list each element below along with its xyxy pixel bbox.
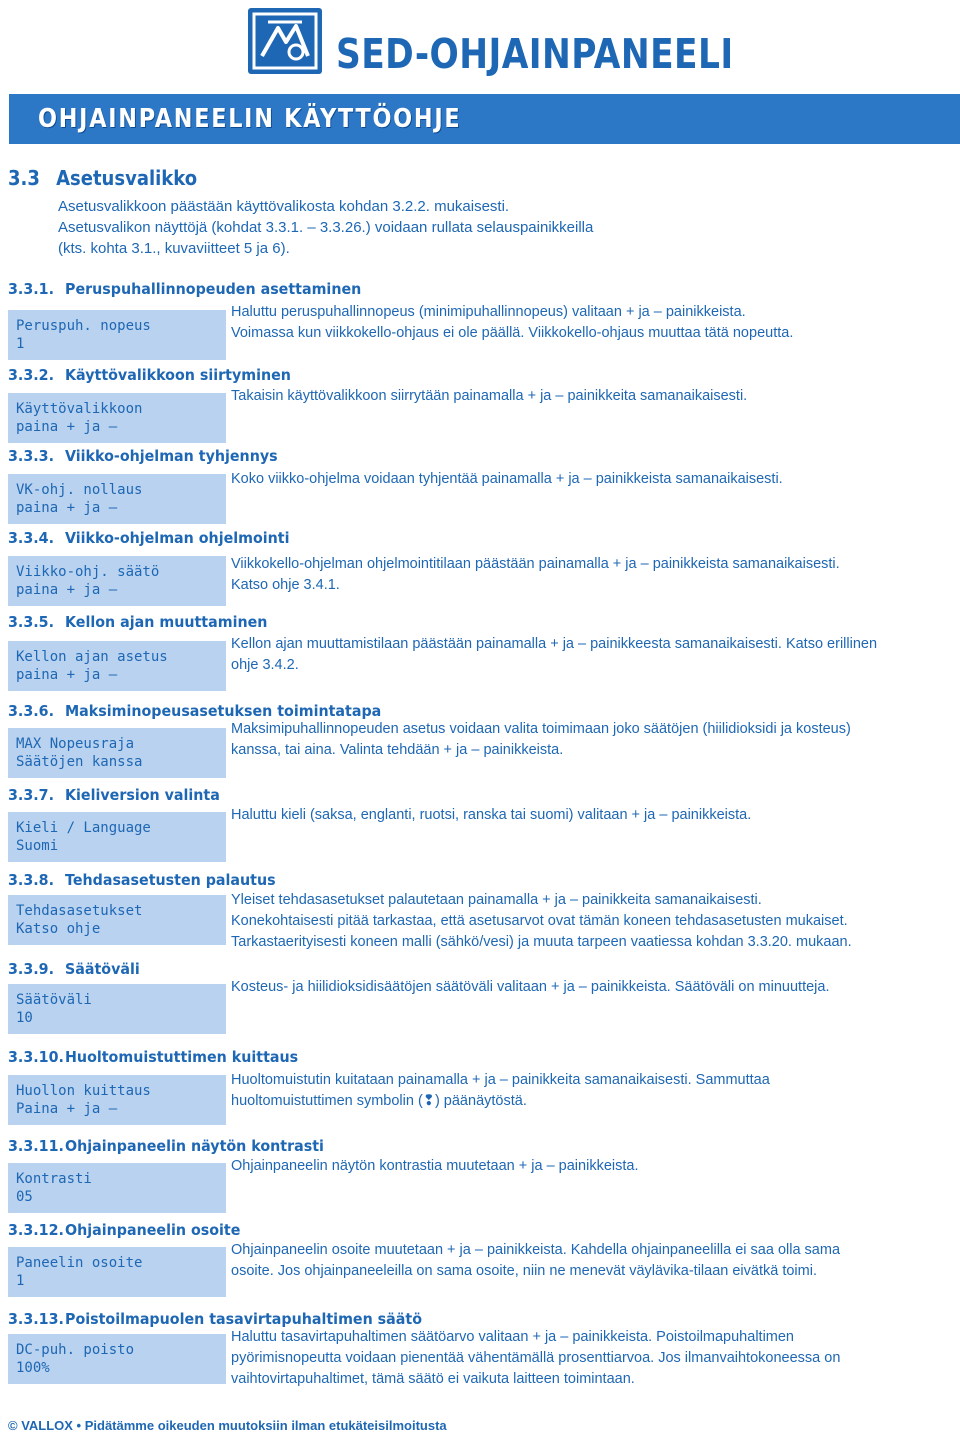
intro-line: (kts. kohta 3.1., kuvaviitteet 5 ja 6). — [58, 240, 290, 257]
subsection — [0, 1310, 960, 1390]
manual-title: OHJAINPANEELIN KÄYTTÖOHJE — [38, 104, 462, 134]
subsection — [0, 871, 960, 951]
panel-line: 1 — [16, 336, 25, 352]
panel-line: Suomi — [16, 838, 59, 854]
subsection-heading — [8, 960, 140, 978]
description-line: pyörimisnopeutta voidaan pienentää vähentämällä prosenttiarvoa. Jos ilmanvaihtokoneessa on — [231, 1350, 841, 1366]
subsection-number: 3.3.8. — [8, 871, 54, 889]
subsection-heading — [8, 447, 278, 465]
subsection — [0, 702, 960, 782]
panel-line: Viikko-ohj. säätö — [16, 564, 160, 580]
subsection-number: 3.3.1. — [8, 280, 54, 298]
subsection-description — [231, 302, 956, 344]
subsection-title: Kellon ajan muuttaminen — [65, 613, 268, 631]
subsection-title: Säätöväli — [65, 960, 140, 978]
subsection-title: Peruspuhallinnopeuden asettaminen — [65, 280, 362, 298]
subsection-title: Tehdasasetusten palautus — [65, 871, 276, 889]
subsection-heading — [8, 1310, 422, 1328]
subsection-title: Kieliversion valinta — [65, 786, 220, 804]
section-heading — [8, 166, 197, 190]
description-line: Koko viikko-ohjelma voidaan tyhjentää painamalla + ja – painikkeista samanaikaisesti. — [231, 471, 783, 487]
subsection-title: Ohjainpaneelin osoite — [65, 1221, 241, 1239]
panel-line: Katso ohje — [16, 921, 101, 937]
subsection-number: 3.3.7. — [8, 786, 54, 804]
display-panel — [8, 812, 226, 862]
subsection-number: 3.3.4. — [8, 529, 54, 547]
subsection-heading — [8, 613, 267, 631]
subsection — [0, 613, 960, 693]
display-panel — [8, 895, 226, 945]
description-line: Maksimipuhallinnopeuden asetus voidaan valita toimimaan joko säätöjen (hiilidioksidi ja kosteus) — [231, 721, 851, 737]
display-panel — [8, 1334, 226, 1384]
subsection-title: Maksiminopeusasetuksen toimintatapa — [65, 702, 382, 720]
subsection — [0, 529, 960, 609]
description-line: ohje 3.4.2. — [231, 657, 299, 673]
panel-line: Säätöväli — [16, 992, 92, 1008]
subsection-number: 3.3.12. — [8, 1221, 64, 1239]
panel-line: Säätöjen kanssa — [16, 754, 143, 770]
section-title: Asetusvalikko — [56, 166, 198, 190]
display-panel — [8, 1075, 226, 1125]
subsection-description — [231, 1156, 956, 1177]
display-panel — [8, 393, 226, 443]
display-panel — [8, 1163, 226, 1213]
panel-line: 100% — [16, 1360, 50, 1376]
panel-line: MAX Nopeusraja — [16, 736, 135, 752]
footer-text: © VALLOX • Pidätämme oikeuden muutoksiin ilman etukäteisilmoitusta — [8, 1418, 447, 1433]
panel-line: paina + ja – — [16, 500, 118, 516]
description-line: Ohjainpaneelin osoite muutetaan + ja – painikkeista. Kahdella ohjainpaneelilla ei saa olla sama — [231, 1242, 841, 1258]
panel-line: 1 — [16, 1273, 25, 1289]
subsection-description — [231, 805, 956, 826]
subsection-heading — [8, 529, 289, 547]
subsection-title: Käyttövalikkoon siirtyminen — [65, 366, 291, 384]
subsection-description — [231, 386, 956, 407]
subsection-number: 3.3.2. — [8, 366, 54, 384]
subsection-description — [231, 634, 956, 676]
subsection-number: 3.3.9. — [8, 960, 54, 978]
subsection-heading — [8, 1048, 298, 1066]
subsection-description — [231, 1240, 956, 1282]
subsection — [0, 280, 960, 360]
description-line: Tarkastaerityisesti koneen malli (sähkö/vesi) ja muuta tarpeen vaatiessa kohdan 3.3.20. mukaan. — [231, 934, 852, 950]
subsection-number: 3.3.11. — [8, 1137, 64, 1155]
subsection-heading — [8, 786, 220, 804]
description-line: Konekohtaisesti pitää tarkastaa, että asetusarvot ovat tämän koneen tehdasasetusten mukaiset. — [231, 913, 848, 929]
description-line: Haluttu kieli (saksa, englanti, ruotsi, ranska tai suomi) valitaan + ja – painikkeista. — [231, 807, 752, 823]
description-line: Kellon ajan muuttamistilaan päästään painamalla + ja – painikkeesta samanaikaisesti. Katso erillinen — [231, 636, 878, 652]
subsection — [0, 1221, 960, 1301]
panel-line: Paneelin osoite — [16, 1255, 143, 1271]
panel-line: paina + ja – — [16, 419, 118, 435]
subsection — [0, 1048, 960, 1128]
subsection-description — [231, 554, 956, 596]
description-line: Kosteus- ja hiilidioksidisäätöjen säätöväli valitaan + ja – painikkeista. Säätöväli on minuutteja. — [231, 979, 830, 995]
subsection-heading — [8, 366, 291, 384]
display-panel — [8, 474, 226, 524]
subsection-number: 3.3.5. — [8, 613, 54, 631]
panel-line: VK-ohj. nollaus — [16, 482, 143, 498]
subsection — [0, 447, 960, 527]
panel-line: paina + ja – — [16, 667, 118, 683]
subsection-description — [231, 890, 956, 953]
panel-line: 10 — [16, 1010, 33, 1026]
panel-line: DC-puh. poisto — [16, 1342, 135, 1358]
display-panel — [8, 641, 226, 691]
subsection — [0, 960, 960, 1040]
subsection-title: Viikko-ohjelman tyhjennys — [65, 447, 278, 465]
subsection-title: Huoltomuistuttimen kuittaus — [65, 1048, 299, 1066]
display-panel — [8, 1247, 226, 1297]
subsection-title: Poistoilmapuolen tasavirtapuhaltimen säätö — [65, 1310, 423, 1328]
subsection-description — [231, 1327, 956, 1390]
panel-line: 05 — [16, 1189, 33, 1205]
panel-line: Kieli / Language — [16, 820, 151, 836]
subsection-description — [231, 469, 956, 490]
intro-line: Asetusvalikon näyttöjä (kohdat 3.3.1. – 3.3.26.) voidaan rullata selauspainikkeilla — [58, 219, 594, 236]
description-line: Huoltomuistutin kuitataan painamalla + ja – painikkeita samanaikaisesti. Sammuttaa — [231, 1072, 770, 1088]
display-panel — [8, 556, 226, 606]
subsection — [0, 366, 960, 446]
description-line: Voimassa kun viikkokello-ohjaus ei ole päällä. Viikkokello-ohjaus muuttaa tätä nopeutta. — [231, 325, 794, 341]
subsection-title: Viikko-ohjelman ohjelmointi — [65, 529, 290, 547]
panel-line: Kellon ajan asetus — [16, 649, 168, 665]
description-line: Haluttu peruspuhallinnopeus (minimipuhallinnopeus) valitaan + ja – painikkeista. — [231, 304, 746, 320]
intro-line: Asetusvalikkoon päästään käyttövalikosta kohdan 3.2.2. mukaisesti. — [58, 198, 510, 215]
display-panel — [8, 310, 226, 360]
subsection-title: Ohjainpaneelin näytön kontrasti — [65, 1137, 324, 1155]
section-intro — [58, 196, 593, 259]
subsection-heading — [8, 1221, 240, 1239]
subsection-number: 3.3.10. — [8, 1048, 64, 1066]
panel-line: Käyttövalikkoon — [16, 401, 143, 417]
subsection-description — [231, 1070, 956, 1112]
subsection-heading — [8, 702, 381, 720]
subsection-heading — [8, 1137, 324, 1155]
description-line: Haluttu tasavirtapuhaltimen säätöarvo valitaan + ja – painikkeista. Poistoilmapuhaltimen — [231, 1329, 794, 1345]
description-line: Yleiset tehdasasetukset palautetaan painamalla + ja – painikkeita samanaikaisesti. — [231, 892, 762, 908]
subsection-description — [231, 719, 956, 761]
description-line: Takaisin käyttövalikkoon siirrytään painamalla + ja – painikkeita samanaikaisesti. — [231, 388, 748, 404]
display-panel — [8, 728, 226, 778]
panel-line: Tehdasasetukset — [16, 903, 143, 919]
panel-line: Huollon kuittaus — [16, 1083, 151, 1099]
description-line: kanssa, tai aina. Valinta tehdään + ja – painikkeista. — [231, 742, 564, 758]
section-number: 3.3 — [8, 166, 40, 190]
panel-line: Kontrasti — [16, 1171, 92, 1187]
description-line: vaihtovirtapuhaltimet, tämä säätö ei vaikuta laitteen toimintaan. — [231, 1371, 635, 1387]
subsection — [0, 1137, 960, 1217]
description-line: Ohjainpaneelin näytön kontrastia muutetaan + ja – painikkeista. — [231, 1158, 639, 1174]
description-line: huoltomuistuttimen symbolin (❢) päänäytöstä. — [231, 1093, 527, 1109]
subsection-heading — [8, 280, 361, 298]
description-line: Katso ohje 3.4.1. — [231, 577, 340, 593]
subsection — [0, 786, 960, 866]
description-line: Viikkokello-ohjelman ohjelmointitilaan päästään painamalla + ja – painikkeista samanaikaisesti. — [231, 556, 840, 572]
subsection-number: 3.3.6. — [8, 702, 54, 720]
vallox-logo — [248, 8, 322, 74]
subsection-heading — [8, 871, 276, 889]
subsection-description — [231, 977, 956, 998]
display-panel — [8, 984, 226, 1034]
panel-line: Peruspuh. nopeus — [16, 318, 151, 334]
panel-line: Paina + ja – — [16, 1101, 118, 1117]
subsection-number: 3.3.13. — [8, 1310, 64, 1328]
panel-line: paina + ja – — [16, 582, 118, 598]
description-line: osoite. Jos ohjainpaneeleilla on sama osoite, niin ne menevät väylävika-tilaan eivätkä toimi. — [231, 1263, 817, 1279]
subsection-number: 3.3.3. — [8, 447, 54, 465]
product-title: SED-OHJAINPANEELI — [336, 30, 734, 78]
